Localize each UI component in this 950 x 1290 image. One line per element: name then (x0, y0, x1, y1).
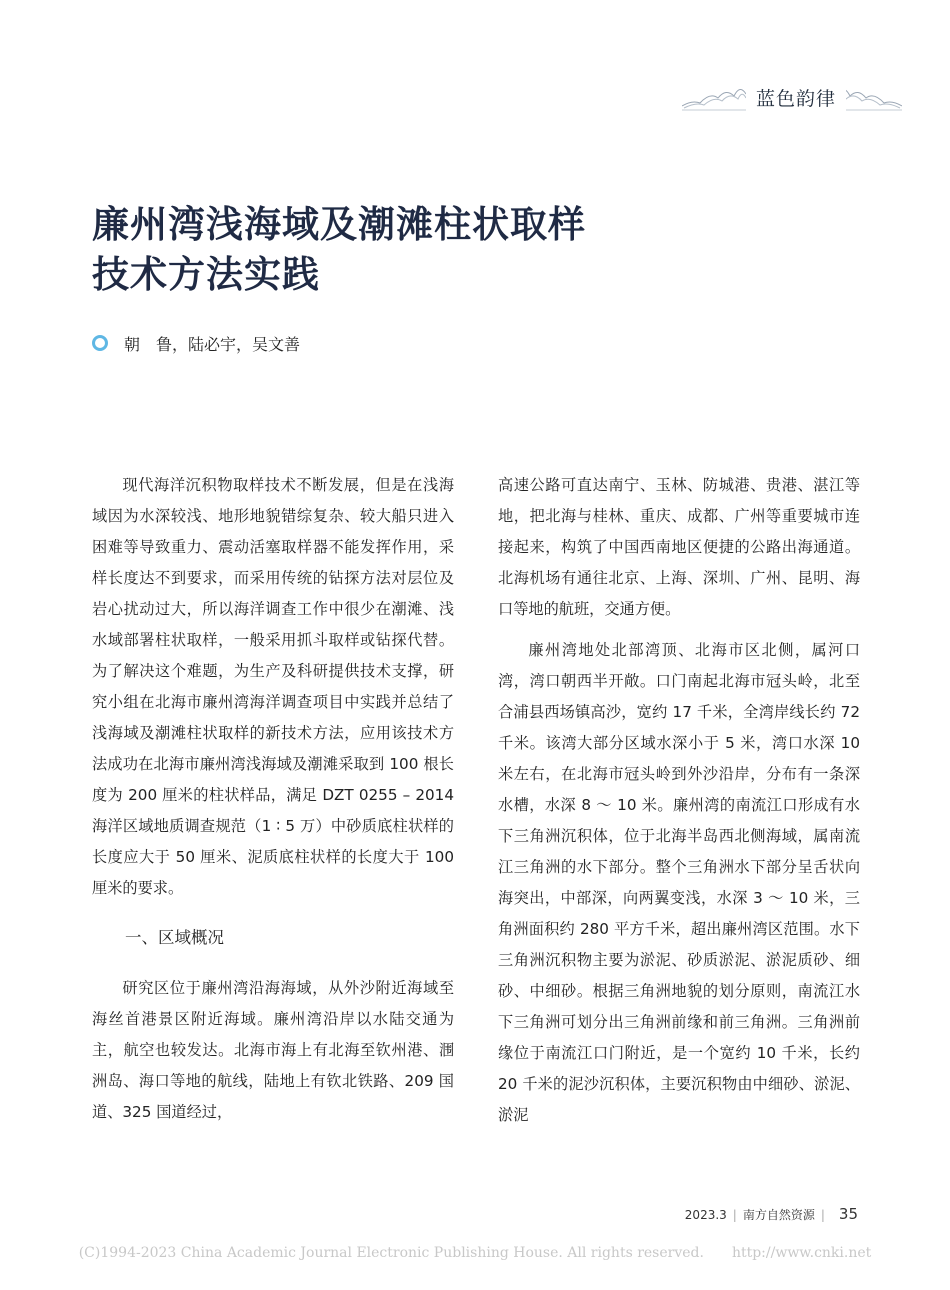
paragraph-region-continued: 高速公路可直达南宁、玉林、防城港、贵港、湛江等地，把北海与桂林、重庆、成都、广州等重要城市连接起来，构筑了中国西南地区便捷的公路出海通道。北海机场有通往北京、上海、深圳、广州、昆明、海口等地的航班，交通方便。 (498, 476, 860, 618)
journal-name: 南方自然资源 (742, 1208, 815, 1222)
column-left (92, 470, 454, 1128)
article-title-line1: 廉州湾浅海域及潮滩柱状取样 (92, 203, 586, 246)
circle-bullet-icon (92, 335, 108, 351)
section-header (682, 78, 902, 114)
section-title: 蓝色韵律 (746, 84, 846, 111)
article-title (92, 200, 792, 300)
paragraph-intro: 现代海洋沉积物取样技术不断发展，但是在浅海域因为水深较浅、地形地貌错综复杂、较大船只进入困难等导致重力、震动活塞取样器不能发挥作用，采样长度达不到要求，而采用传统的钻探方法对层位及岩心扰动过大，所以海洋调查工作中很少在潮滩、浅水域部署柱状取样，一般采用抓斗取样或钻探代替。为了解决这个难题，为生产及科研提供技术支撑，研究小组在北海市廉州湾海洋调查项目中实践并总结了浅海域及潮滩柱状取样的新技术方法，应用该技术方法成功在北海市廉州湾浅海域及潮滩采取到 100 根长度为 200 厘米的柱状样品，满足 DZT 0255 – 2014 海洋区域地质调查规范（1 ∶ 5 万）中砂质底柱状样的长度应大于 50 厘米、泥质底柱状样的长度大于 100 厘米的要求。 (92, 476, 454, 897)
page-footer: 2023.3 | 南方自然资源 | 35 (684, 1205, 858, 1223)
column-right (498, 470, 860, 1131)
paragraph-region: 研究区位于廉州湾沿海海域，从外沙附近海域至海丝首港景区附近海域。廉州湾沿岸以水陆交通为主，航空也较发达。北海市海上有北海至钦州港、涠洲岛、海口等地的航线，陆地上有钦北铁路、209 国道、325 国道经过， (92, 979, 454, 1121)
page-number: 35 (838, 1205, 858, 1223)
author-line (92, 332, 300, 355)
section-heading: 一、区域概况 (125, 928, 224, 947)
author-names: 朝 鲁，陆必宇，吴文善 (124, 335, 301, 354)
paragraph-bay: 廉州湾地处北部湾顶、北海市区北侧，属河口湾，湾口朝西半开敞。口门南起北海市冠头岭，北至合浦县西场镇高沙，宽约 17 千米，全湾岸线长约 72 千米。该湾大部分区域水深小于 5 米，湾口水深 10 米左右，在北海市冠头岭到外沙沿岸，分布有一条深水槽，水深 8 ～ 10 米。廉州湾的南流江口形成有水下三角洲沉积体，位于北海半岛西北侧海域，属南流江三角洲的水下部分。整个三角洲水下部分呈舌状向海突出，中部深，向两翼变浅，水深 3 ～ 10 米，三角洲面积约 280 平方千米，超出廉州湾区范围。水下三角洲沉积物主要为淤泥、砂质淤泥、淤泥质砂、细砂、中细砂。根据三角洲地貌的划分原则，南流江水下三角洲可划分出三角洲前缘和前三角洲。三角洲前缘位于南流江口门附近，是一个宽约 10 千米，长约 20 千米的泥沙沉积体，主要沉积物由中细砂、淤泥、淤泥 (498, 641, 860, 1124)
issue-number: 2023.3 (684, 1208, 727, 1222)
article-title-line2: 技术方法实践 (92, 253, 320, 296)
copyright-notice: (C)1994-2023 China Academic Journal Electronic Publishing House. All rights reserved. http://www.cnki.net (78, 1245, 872, 1261)
